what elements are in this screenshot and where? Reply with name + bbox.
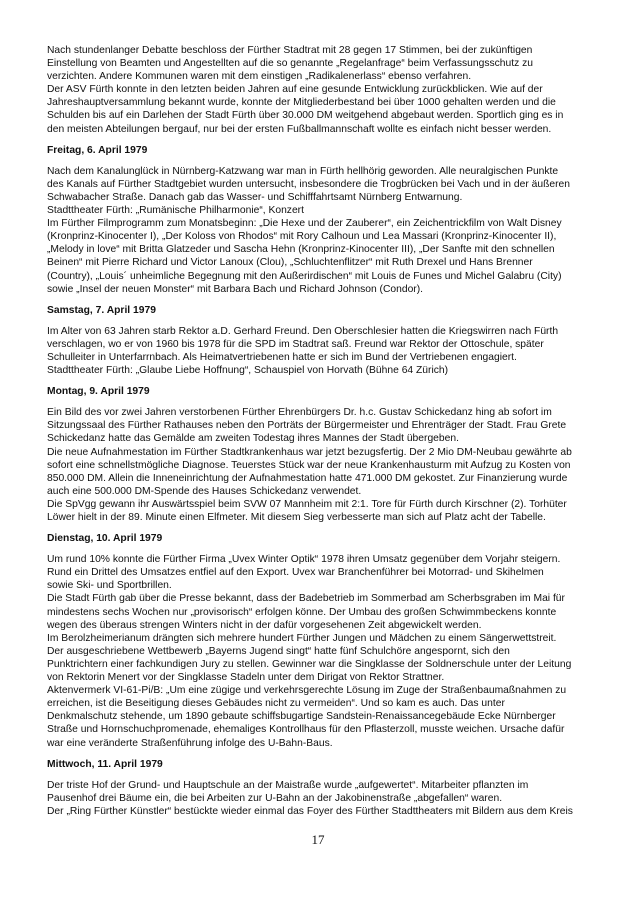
text-line: war eine veränderte Straßenführung infolge des U-Bahn-Baus. — [47, 737, 333, 749]
text-line: 850.000 DM. Allein die Inneneinrichtung der Aufnahmestation hatte 471.000 DM gekostet. Zur Finanzierung wurde — [47, 472, 568, 484]
document-page — [47, 44, 595, 826]
text-line: Ein Bild des vor zwei Jahren verstorbenen Fürther Ehrenbürgers Dr. h.c. Gustav Schickedanz hing ab sofort im — [47, 407, 552, 419]
text-line: Im Fürther Filmprogramm zum Monatsbeginn: „Die Hexe und der Zauberer“, ein Zeichentrickfilm von Walt Disney — [47, 218, 562, 230]
text-line: Die Stadt Fürth gab über die Presse bekannt, dass der Badebetrieb im Sommerbad am Scherbsgraben im Mai für — [47, 593, 565, 605]
date-heading: Montag, 9. April 1979 — [47, 386, 150, 398]
text-line: auch eine 500.000 DM-Spende des Hauses Schickedanz verwendet. — [47, 485, 362, 497]
text-line: „Melody in love“ mit Britta Glatzeder und Sascha Hehn (Kronprinz-Kinocenter III), „Der Sanfte mit den schnellen — [47, 244, 555, 256]
text-line: Der triste Hof der Grund- und Hauptschule an der Maistraße wurde „aufgewertet“. Mitarbeiter pflanzten im — [47, 779, 529, 791]
paragraph — [47, 553, 595, 749]
section — [47, 532, 595, 750]
text-line: wegen des überaus strengen Winters nicht in der dafür vorgesehenen Zeit abgewickelt werden. — [47, 619, 482, 631]
text-line: (Kronprinz-Kinocenter I), „Der Koloss von Rhodos“ mit Rory Calhoun und Lea Massari (Kronprinz-Kinocenter II), — [47, 231, 557, 243]
date-heading: Freitag, 6. April 1979 — [47, 144, 148, 156]
text-line: Stadttheater Fürth: „Rumänische Philharmonie“, Konzert — [47, 205, 304, 217]
section — [47, 144, 595, 296]
text-line: von Rektorin Menert vor der Singklasse Stadeln unter dem Dirigat von Rektor Strattner. — [47, 672, 445, 684]
text-line: Im Alter von 63 Jahren starb Rektor a.D. Gerhard Freund. Den Oberschlesier hatten die Kriegswirren nach Fürth — [47, 325, 559, 337]
text-line: Schickedanz hatte das Gemälde am zweiten Todestag ihres Mannes der Stadt übergeben. — [47, 433, 459, 445]
paragraph — [47, 325, 595, 377]
text-line: Aktenvermerk VI-61-Pi/B: „Um eine zügige und verkehrsgerechte Lösung im Zuge der Straßenbaumaßnahmen zu — [47, 685, 567, 697]
text-line: erreichen, ist die Beseitigung dieses Gebäudes nicht zu vermeiden“. Und so kam es auch. Das unter — [47, 698, 505, 710]
paragraph — [47, 406, 595, 524]
text-line: sofort eine schnellstmögliche Diagnose. Teuerstes Stück war der neue Krankenhausturm mit Aufzug zu Kosten von — [47, 459, 571, 471]
text-line: Im Berolzheimerianum drängten sich mehrere hundert Fürther Jungen und Mädchen zu einem Sängerwettstreit. — [47, 632, 557, 644]
text-line: Pausenhof drei Bäume ein, die bei Arbeiten zur U-Bahn an der Jakobinenstraße „abgefallen“ waren. — [47, 792, 503, 804]
page-number: 17 — [311, 832, 325, 847]
text-line: sowie „Insel der neuen Monster“ mit Barbara Bach und Richard Johnson (Condor). — [47, 283, 424, 295]
text-line: Denkmalschutz stehende, um 1890 gebaute schiffsbugartige Sandstein-Renaissancegebäude Ecke Nürnberger — [47, 711, 556, 723]
text-line: Stadttheater Fürth: „Glaube Liebe Hoffnung“, Schauspiel von Horvath (Bühne 64 Zürich) — [47, 365, 449, 377]
date-heading: Samstag, 7. April 1979 — [47, 304, 156, 316]
text-line: Beinen“ mit Pierre Richard und Victor Lanoux (Clou), „Schluchtenflitzer“ mit Ruth Drexel und Hans Brenner — [47, 257, 533, 269]
text-line: Um rund 10% konnte die Fürther Firma „Uvex Winter Optik“ 1978 ihren Umsatz gegenüber dem Vorjahr steigern. — [47, 554, 561, 566]
section — [47, 758, 595, 818]
text-line: Rund ein Drittel des Umsatzes entfiel auf den Export. Uvex war Branchenführer bei Motorrad- und Skihelmen — [47, 567, 544, 579]
section — [47, 385, 595, 524]
text-line: Schulden bis auf ein Darlehen der Stadt Fürth über 30.000 DM weitgehend abgebaut werden. Sportlich ging es in — [47, 110, 564, 122]
text-line: Schwabacher Straße. Danach gab das Wasser- und Schifffahrtsamt Nürnberg Entwarnung. — [47, 191, 463, 203]
text-line: Der „Ring Fürther Künstler“ bestückte wieder einmal das Foyer des Fürther Stadttheaters mit Bildern aus dem Kreis — [47, 805, 573, 817]
text-line: Löwer hielt in der 89. Minute einen Elfmeter. Mit diesem Sieg verbesserte man sich auf Platz acht der Tabelle. — [47, 512, 546, 523]
text-line: Der ausgeschriebene Wettbewerb „Bayerns Jugend singt“ hatte fünf Schulchöre angespornt, sich den — [47, 645, 510, 657]
date-heading: Dienstag, 10. April 1979 — [47, 533, 163, 545]
section — [47, 304, 595, 377]
text-line: Sitzungssaal des Fürther Rathauses neben den Porträts der Bürgermeister und Ehrenträger der Stadt. Frau Grete — [47, 420, 567, 432]
text-line: Die SpVgg gewann ihr Auswärtsspiel beim SVW 07 Mannheim mit 2:1. Tore für Fürth durch Kirschner (2). Torhüter — [47, 498, 567, 510]
text-line: Nach stundenlanger Debatte beschloss der Fürther Stadtrat mit 28 gegen 17 Stimmen, bei der zukünftigen — [47, 45, 533, 56]
text-line: Der ASV Fürth konnte in den letzten beiden Jahren auf eine gesunde Entwicklung zurückblicken. Wie auf der — [47, 84, 543, 96]
text-line: Punktrichtern einer fachkundigen Jury zu stellen. Gewinner war die Singklasse der Soldnerschule unter der Leitung — [47, 658, 572, 670]
paragraph — [47, 779, 595, 818]
text-line: mindestens sechs Wochen nur „provisorisch“ erfolgen könne. Der Umbau des großen Schwimmbeckens konnte — [47, 606, 557, 618]
text-line: verschlagen, wo er von 1960 bis 1978 für die SPD im Stadtrat saß. Freund war Rektor der Ottoschule, später — [47, 338, 544, 350]
text-line: verzichten. Andere Kommunen waren mit dem einstigen „Radikalenerlass“ ebenso verfahren. — [47, 71, 472, 83]
text-line: Einstellung von Beamten und Angestellten auf die so genannte „Regelanfrage“ beim Verfassungsschutz zu — [47, 58, 533, 70]
text-line: den meisten Abteilungen bergauf, nur bei der ersten Fußballmannschaft wollte es einfach nicht besser werden. — [47, 123, 552, 135]
text-line: Schulleiter in Unterfarrnbach. Als Heimatvertriebenen hatte er sich im Bund der Vertriebenen engagiert. — [47, 351, 517, 363]
text-line: Die neue Aufnahmestation im Fürther Stadtkrankenhaus war jetzt bezugsfertig. Der 2 Mio DM-Neubau gewährte ab — [47, 446, 572, 458]
date-heading: Mittwoch, 11. April 1979 — [47, 758, 163, 770]
text-line: Jahreshauptversammlung bekannt wurde, konnte der Mitgliederbestand bei über 1000 gehalten werden und die — [47, 97, 556, 109]
text-line: Nach dem Kanalunglück in Nürnberg-Katzwang war man in Fürth hellhörig geworden. Alle neuralgischen Punkte — [47, 165, 559, 177]
paragraph — [47, 165, 595, 296]
paragraph — [47, 44, 595, 136]
text-line: des Kanals auf Fürther Stadtgebiet wurden untersucht, insbesondere die Trogbrücken bei Vach und in der äußeren — [47, 178, 570, 190]
text-line: (Country), „Louis´ unheimliche Begegnung mit den Außerirdischen“ mit Louis de Funes und Michel Galabru (City) — [47, 270, 562, 282]
text-line: sowie Ski- und Sportbrillen. — [47, 580, 172, 592]
section — [47, 44, 595, 136]
text-line: Straße und Hornschuchpromenade, ehemaliges Kontrollhaus für den Pflasterzoll, musste weichen. Ursache dafür — [47, 724, 565, 736]
